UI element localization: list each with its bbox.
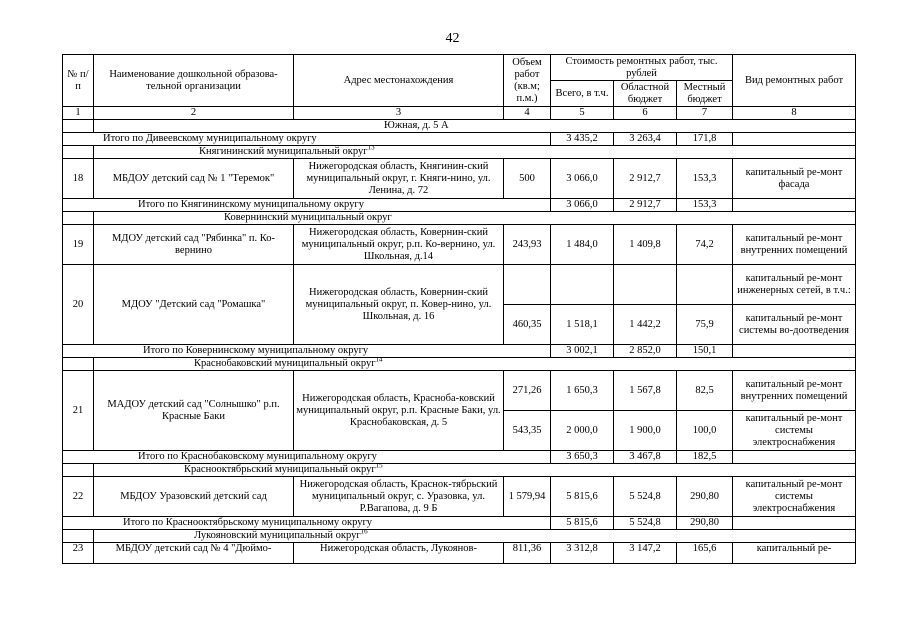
subtotal-local: 182,5 (677, 451, 733, 464)
subtotal-label: Итого по Княгининскому муниципальному округу (63, 199, 551, 212)
work-kind: капитальный ре-монт системы электроснабжения (733, 477, 856, 517)
organization-name: МДОУ "Детский сад "Ромашка" (94, 265, 294, 345)
organization-name: МАДОУ детский сад "Солнышко" р.п. Красные Баки (94, 371, 294, 451)
subtotal-label: Итого по Краснооктябрьскому муниципальному округу (63, 517, 551, 530)
table-row-22 (63, 477, 856, 517)
cost-regional: 2 912,7 (614, 159, 677, 199)
table-row-19 (63, 225, 856, 265)
subtotal-local: 290,80 (677, 517, 733, 530)
column-number: 7 (677, 107, 733, 120)
cost-total: 1 484,0 (551, 225, 614, 265)
cost-total: 2 000,0 (551, 411, 614, 451)
cost-total: 5 815,6 (551, 477, 614, 517)
table-row-20 (63, 265, 856, 305)
subtotal-label: Итого по Дивеевскому муниципальному округу (63, 133, 551, 146)
row-number: 19 (63, 225, 94, 265)
subtotal-total: 5 815,6 (551, 517, 614, 530)
repair-works-table (62, 54, 856, 564)
table-row-21 (63, 371, 856, 411)
organization-address: Нижегородская область, Краснoба-ковский муниципальный округ, р.п. Красные Баки, ул. Краснобаковская, д. 5 (294, 371, 504, 451)
cost-total: 1 650,3 (551, 371, 614, 411)
subtotal-label: Итого по Краснобаковскому муниципальному округу (63, 451, 551, 464)
cost-local: 165,6 (677, 543, 733, 564)
subtotal-row-kovernino (63, 345, 856, 358)
cost-local: 74,2 (677, 225, 733, 265)
row-number: 20 (63, 265, 94, 345)
row-number: 22 (63, 477, 94, 517)
cost-local: 82,5 (677, 371, 733, 411)
subtotal-row-knyaginino (63, 199, 856, 212)
work-volume: 243,93 (504, 225, 551, 265)
column-number: 3 (294, 107, 504, 120)
organization-name: МБДОУ детский сад № 4 "Дюймо- (94, 543, 294, 564)
cost-total: 3 312,8 (551, 543, 614, 564)
cost-regional: 1 567,8 (614, 371, 677, 411)
row-number: 18 (63, 159, 94, 199)
cost-regional: 5 524,8 (614, 477, 677, 517)
header-number: № п/п (63, 55, 94, 107)
page-number: 42 (445, 31, 460, 46)
organization-address: Нижегородская область, Лукоянов- (294, 543, 504, 564)
work-kind: капитальный ре-монт фасада (733, 159, 856, 199)
section-title: Краснобаковский муниципальный округ$^{14}$ (94, 358, 856, 371)
column-number: 5 (551, 107, 614, 120)
column-number: 2 (94, 107, 294, 120)
cost-regional: 1 900,0 (614, 411, 677, 451)
header-row (63, 55, 856, 81)
work-volume: 811,36 (504, 543, 551, 564)
header-work-kind: Вид ремонтных работ (733, 55, 856, 107)
header-organization-name: Наименование дошкольной образова-тельной организации (94, 55, 294, 107)
header-total: Всего, в т.ч. (551, 81, 614, 107)
subtotal-label: Итого по Ковернинскому муниципальному округу (63, 345, 551, 358)
work-kind: капитальный ре-монт внутренних помещений (733, 225, 856, 265)
section-title: Ковернинский муниципальный округ (94, 212, 856, 225)
section-row-knyaginino (63, 146, 856, 159)
table-row-18 (63, 159, 856, 199)
work-volume: 1 579,94 (504, 477, 551, 517)
subtotal-regional: 2 912,7 (614, 199, 677, 212)
header-local-budget: Местный бюджет (677, 81, 733, 107)
cost-regional: 1 442,2 (614, 305, 677, 345)
header-regional-budget: Областной бюджет (614, 81, 677, 107)
column-number: 8 (733, 107, 856, 120)
cost-total: 3 066,0 (551, 159, 614, 199)
section-title: Лукояновский муниципальный округ$^{16}$ (94, 530, 856, 543)
cost-local: 75,9 (677, 305, 733, 345)
header-volume: Объем работ (кв.м; п.м.) (504, 55, 551, 107)
organization-address: Нижегородская область, Ковернин-ский муниципальный округ, р.п. Ко-вернино, ул. Школьная, д.14 (294, 225, 504, 265)
header-address: Адрес местонахождения (294, 55, 504, 107)
cost-local: 100,0 (677, 411, 733, 451)
subtotal-total: 3 002,1 (551, 345, 614, 358)
organization-name: МДОУ детский сад "Рябинка" п. Ко-вернино (94, 225, 294, 265)
continuation-address: Южная, д. 5 А (94, 120, 856, 133)
column-number: 6 (614, 107, 677, 120)
subtotal-regional: 3 467,8 (614, 451, 677, 464)
work-kind: капитальный ре-монт инженерных сетей, в т.ч.: (733, 265, 856, 305)
header-cost-group: Стоимость ремонтных работ, тыс. рублей (551, 55, 733, 81)
continuation-row (63, 120, 856, 133)
subtotal-row-krasnooktyabrsky (63, 517, 856, 530)
section-row-lukoyanovsky (63, 530, 856, 543)
work-kind: капитальный ре- (733, 543, 856, 564)
subtotal-local: 150,1 (677, 345, 733, 358)
work-kind: капитальный ре-монт внутренних помещений (733, 371, 856, 411)
subtotal-total: 3 435,2 (551, 133, 614, 146)
section-title: Краснооктябрьский муниципальный округ$^{15}$ (94, 464, 856, 477)
cost-total: 1 518,1 (551, 305, 614, 345)
subtotal-regional: 5 524,8 (614, 517, 677, 530)
organization-address: Нижегородская область, Княгинин-ский муниципальный округ, г. Княги-нино, ул. Ленина, д. 72 (294, 159, 504, 199)
section-row-krasnooktyabrsky (63, 464, 856, 477)
cost-regional: 3 147,2 (614, 543, 677, 564)
section-title: Княгининский муниципальный округ$^{13}$ (94, 146, 856, 159)
organization-address: Нижегородская область, Ковернин-ский муниципальный округ, п. Ковер-нино, ул. Школьная, д. 16 (294, 265, 504, 345)
subtotal-regional: 3 263,4 (614, 133, 677, 146)
subtotal-local: 171,8 (677, 133, 733, 146)
work-volume: 543,35 (504, 411, 551, 451)
subtotal-row-diveevo (63, 133, 856, 146)
work-volume: 460,35 (504, 305, 551, 345)
cost-local: 290,80 (677, 477, 733, 517)
row-number: 23 (63, 543, 94, 564)
column-number-row (63, 107, 856, 120)
row-number: 21 (63, 371, 94, 451)
work-kind: капитальный ре-монт системы во-доотведения (733, 305, 856, 345)
subtotal-row-krasnobakovsky (63, 451, 856, 464)
cost-local: 153,3 (677, 159, 733, 199)
subtotal-total: 3 650,3 (551, 451, 614, 464)
table-row-23 (63, 543, 856, 564)
organization-name: МБДОУ Уразовский детский сад (94, 477, 294, 517)
subtotal-total: 3 066,0 (551, 199, 614, 212)
work-volume: 271,26 (504, 371, 551, 411)
organization-address: Нижегородская область, Краснок-тябрьский муниципальный округ, с. Уразовка, ул. Р.Вагапова, д. 9 Б (294, 477, 504, 517)
work-kind: капитальный ре-монт системы электроснабжения (733, 411, 856, 451)
column-number: 1 (63, 107, 94, 120)
cost-regional: 1 409,8 (614, 225, 677, 265)
organization-name: МБДОУ детский сад № 1 "Теремок" (94, 159, 294, 199)
subtotal-local: 153,3 (677, 199, 733, 212)
column-number: 4 (504, 107, 551, 120)
section-row-kovernino (63, 212, 856, 225)
subtotal-regional: 2 852,0 (614, 345, 677, 358)
work-volume: 500 (504, 159, 551, 199)
section-row-krasnobakovsky (63, 358, 856, 371)
